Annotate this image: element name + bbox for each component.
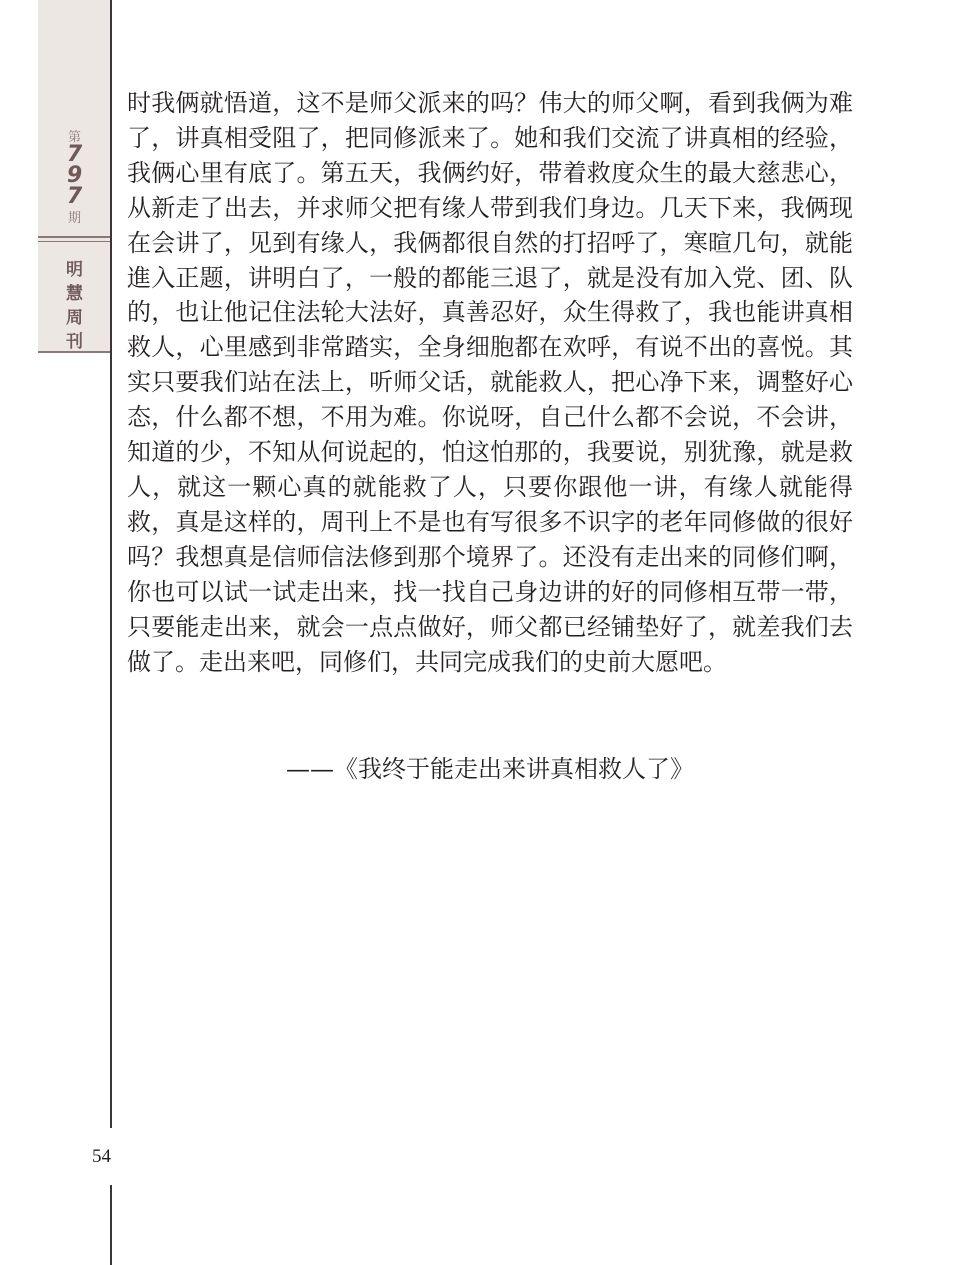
magazine-char: 慧 (66, 284, 83, 304)
magazine-char: 明 (66, 260, 83, 280)
divider (38, 351, 111, 353)
issue-digit: 9 (66, 163, 83, 188)
issue-prefix: 第 (67, 130, 81, 145)
margin-rule (110, 1185, 112, 1265)
divider (38, 236, 111, 238)
article-paragraph: 时我俩就悟道，这不是师父派来的吗？伟大的师父啊，看到我俩为难了，讲真相受阻了，把同修派来了。她和我们交流了讲真相的经验，我俩心里有底了。第五天，我俩约好，带着救度众生的最大慈悲心，从新走了出去，并求师父把有缘人带到我们身边。几天下来，我俩现在会讲了，见到有缘人，我俩都很自然的打招呼了，寒暄几句，就能進入正题，讲明白了，一般的都能三退了，就是没有加入党、团、队的，也让他记住法轮大法好，真善忍好，众生得救了，我也能讲真相救人，心里感到非常踏实，全身细胞都在欢呼，有说不出的喜悦。其实只要我们站在法上，听师父话，就能救人，把心净下来，调整好心态，什么都不想，不用为难。你说呀，自己什么都不会说，不会讲，知道的少，不知从何说起的，怕这怕那的，我要说，别犹豫，就是救人，就这一颗心真的就能救了人，只要你跟他一讲，有缘人就能得救，真是这样的，周刊上不是也有写很多不识字的老年同修做的很好吗？我想真是信师信法修到那个境界了。还没有走出来的同修们啊，你也可以试一试走出来，找一找自己身边讲的好的同修相互带一带，只要能走出来，就会一点点做好，师父都已经铺垫好了，就差我们去做了。走出来吧，同修们，共同完成我们的史前大愿吧。 (127, 89, 853, 676)
margin-rule (110, 0, 112, 1128)
divider (38, 241, 111, 242)
sidebar-tab (38, 0, 111, 353)
article-body (127, 86, 853, 679)
magazine-char: 刊 (66, 332, 83, 352)
issue-digit: 7 (66, 184, 83, 209)
page-number: 54 (92, 1146, 111, 1167)
issue-suffix: 期 (67, 211, 81, 226)
issue-number (38, 144, 111, 207)
issue-digit: 7 (66, 142, 83, 167)
article-source: ——《我终于能走出来讲真相救人了》 (286, 755, 694, 783)
magazine-name (38, 258, 111, 354)
issue-block (38, 0, 111, 236)
magazine-char: 周 (66, 308, 83, 328)
